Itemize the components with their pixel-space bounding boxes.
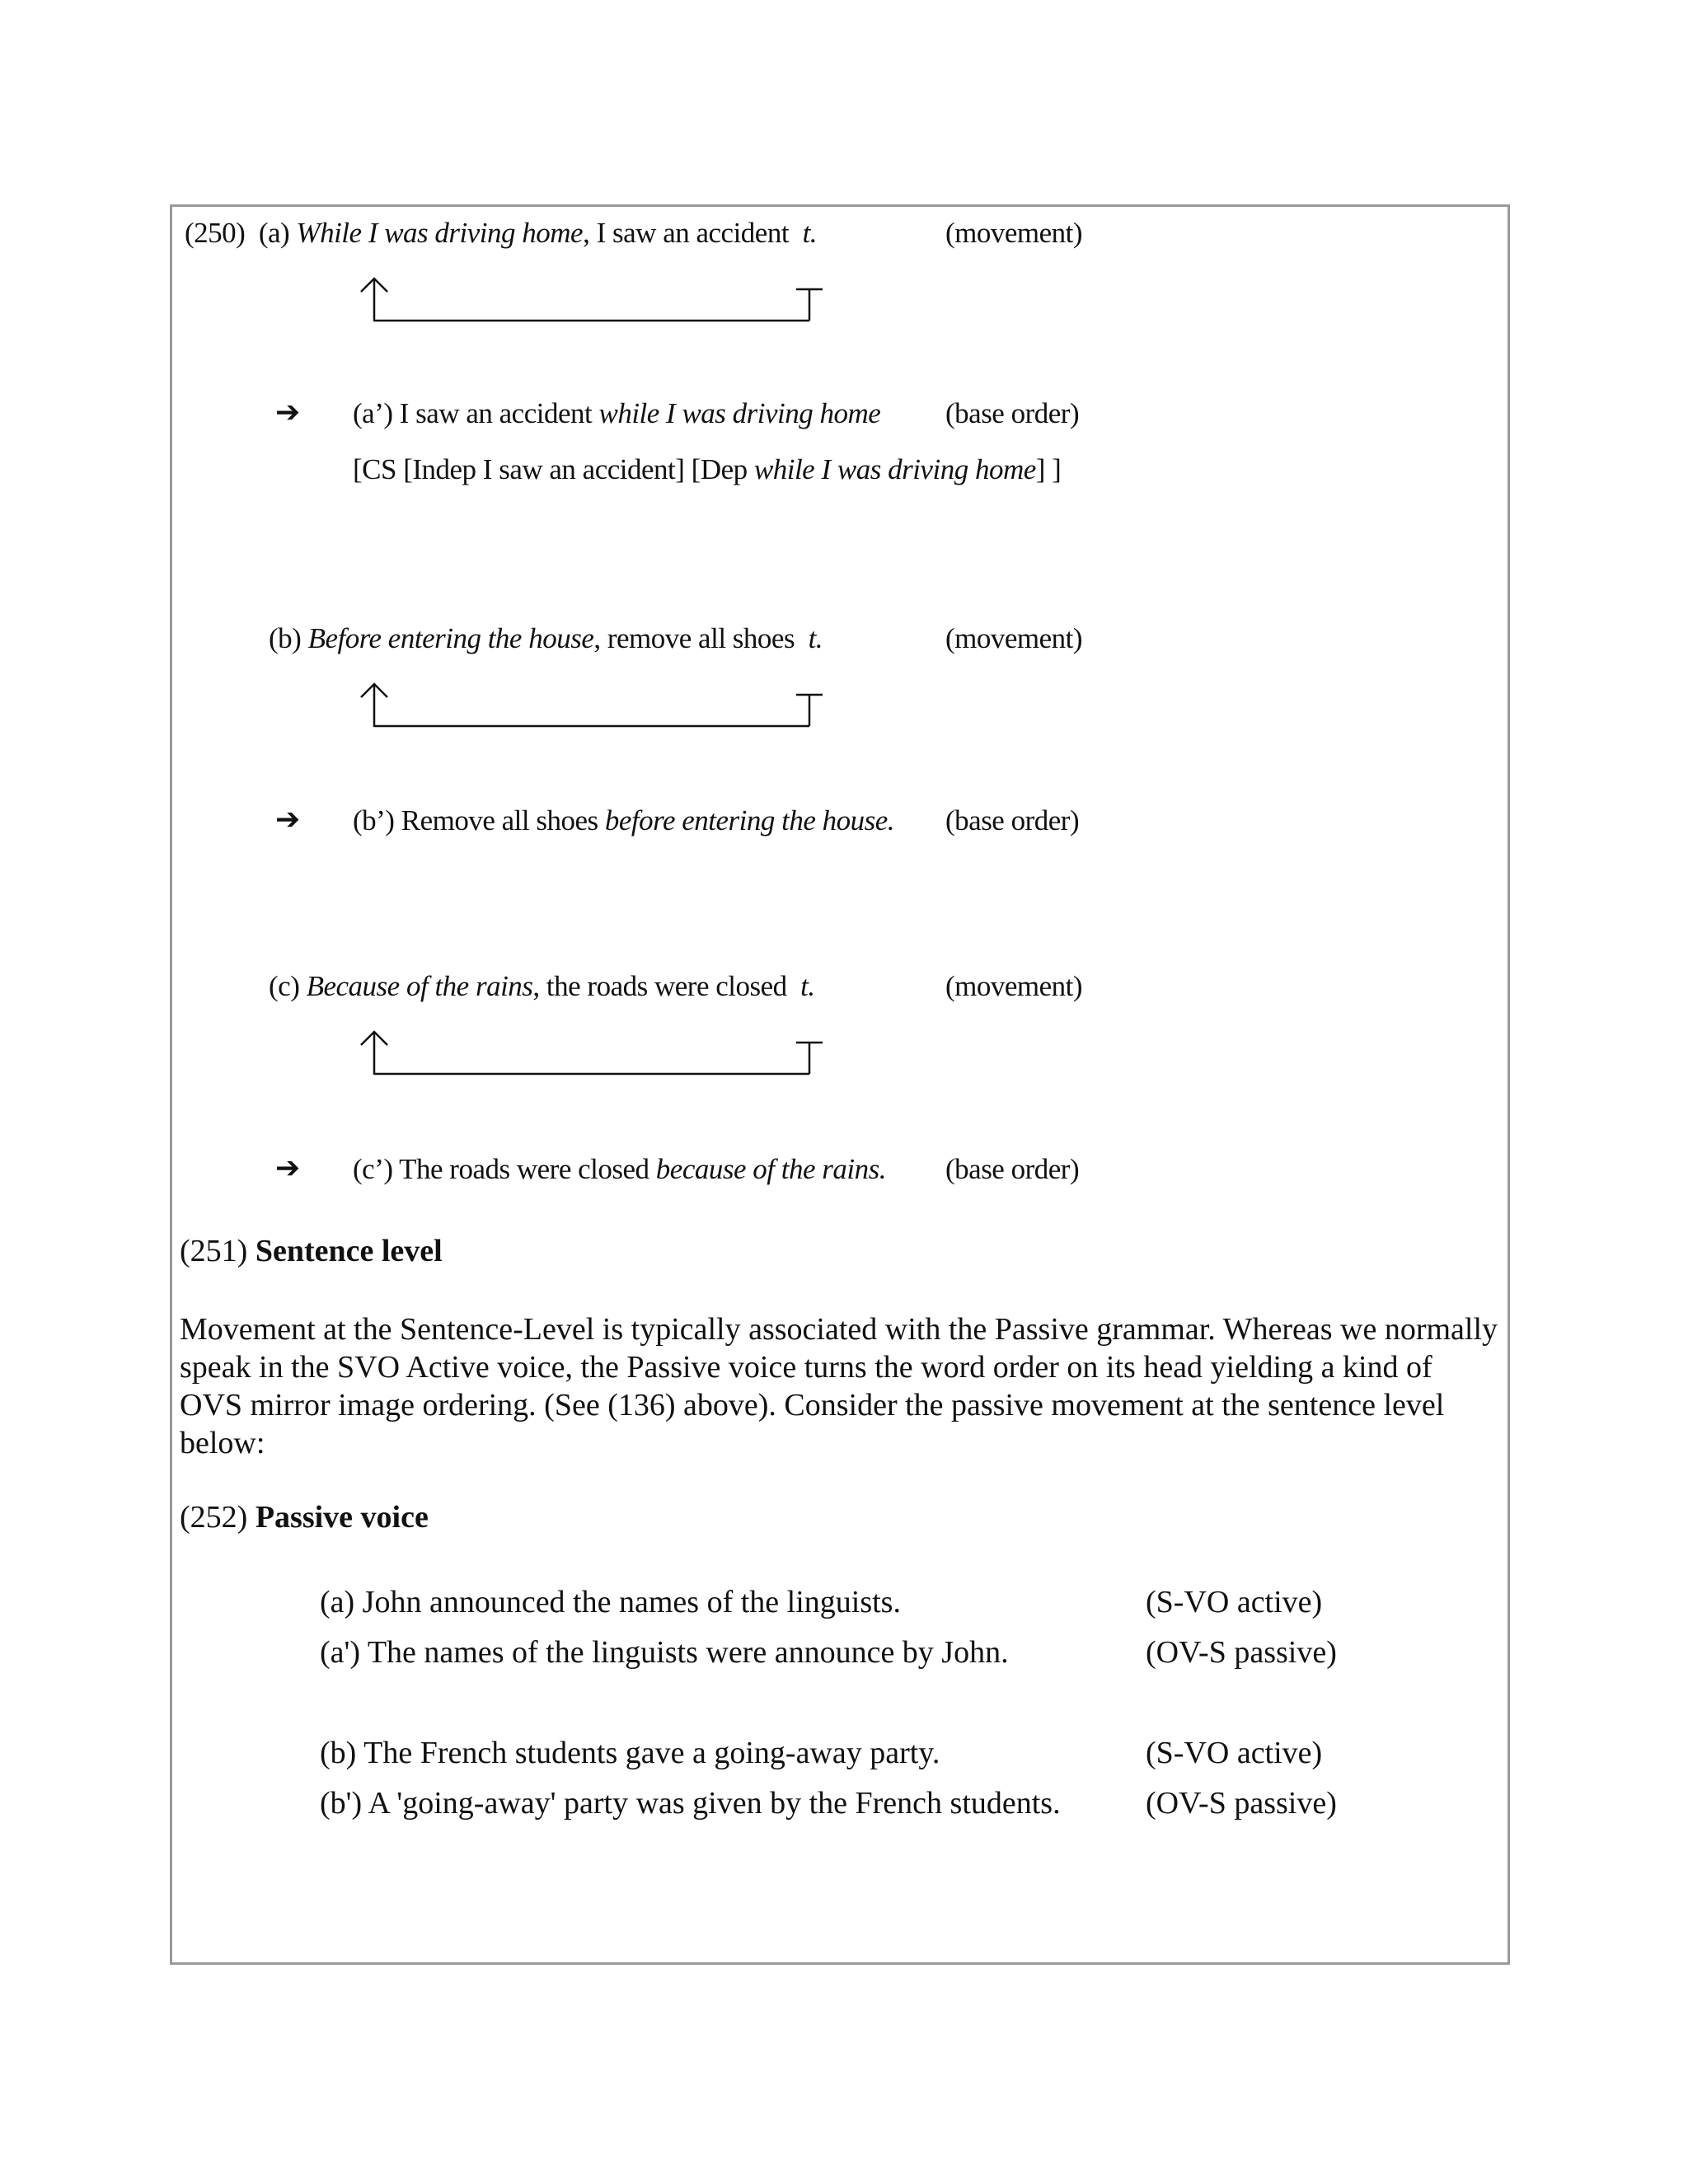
ex252-row-sentence: (b') A 'going-away' party was given by the French students. — [320, 1786, 1061, 1821]
ex250-a2-italic: while I was driving home — [598, 397, 881, 429]
ex250-a2-tag: (base order) — [945, 397, 1080, 429]
ex250-c2-tag: (base order) — [945, 1153, 1080, 1185]
ex250-c-tag: (movement) — [945, 970, 1083, 1002]
ex250-c-trace: t. — [800, 970, 815, 1002]
ex250-b2-label: (b’) — [353, 804, 395, 837]
ex252-row-tag: (S-VO active) — [1146, 1585, 1323, 1619]
ex250-c2 — [353, 1153, 886, 1186]
body-paragraph: Movement at the Sentence-Level is typically associated with the Passive grammar. Whereas we normally speak in the SVO Active voice, the Passive voice turns the word order on its head yielding a kind of OVS mirror image ordering. (See (136) above). Consider the passive movement at the sentence level below: — [180, 1312, 1498, 1460]
ex252-row-sentence: (b) The French students gave a going-away party. — [320, 1736, 940, 1770]
ex250-c-label: (c) — [269, 970, 300, 1002]
ex250-b-italic: Before entering the house — [307, 622, 594, 654]
ex252-title: Passive voice — [255, 1500, 429, 1535]
ex250-a — [185, 217, 817, 250]
ex250-c2-label: (c’) — [353, 1153, 393, 1185]
ex250-a2-bracketing: [CS [Indep I saw an accident] [Dep while I was driving home] ] — [353, 453, 1062, 485]
movement-arrow-b — [353, 677, 831, 732]
ex250-b-rest: , remove all shoes — [593, 622, 795, 654]
ex250-b2-tag: (base order) — [945, 804, 1080, 837]
ex250-a2 — [353, 397, 880, 430]
arrow-right-icon: ➔ — [275, 1151, 301, 1185]
arrow-right-icon: ➔ — [275, 803, 301, 837]
ex251-heading — [180, 1233, 443, 1269]
ex250-c2-plain: The roads were closed — [399, 1153, 649, 1185]
ex252-row-sentence: (a') The names of the linguists were announce by John. — [320, 1635, 1009, 1670]
ex252-row-tag: (OV-S passive) — [1146, 1786, 1337, 1821]
ex251-title: Sentence level — [255, 1234, 443, 1268]
ex250-b-tag: (movement) — [945, 622, 1083, 654]
ex250-c — [269, 970, 815, 1003]
ex250-a-trace: t. — [802, 217, 818, 249]
ex250-a-tag: (movement) — [945, 217, 1083, 249]
ex250-b2 — [353, 804, 894, 837]
ex251-number: (251) — [180, 1234, 248, 1268]
ex252-row-tag: (S-VO active) — [1146, 1736, 1323, 1770]
ex252-number: (252) — [180, 1500, 248, 1535]
ex250-a-italic: While I was driving home — [296, 217, 584, 249]
ex250-number: (250) — [185, 217, 246, 249]
ex250-b2-plain: Remove all shoes — [401, 804, 598, 837]
ex252-heading — [180, 1499, 429, 1535]
ex250-c-italic: Because of the rains — [306, 970, 533, 1002]
ex250-c2-italic: because of the rains. — [655, 1153, 886, 1185]
movement-arrow-c — [353, 1025, 831, 1080]
ex250-a-label: (a) — [258, 217, 290, 249]
ex250-a2-plain: I saw an accident — [399, 397, 593, 429]
ex250-c-rest: , the roads were closed — [532, 970, 787, 1002]
ex250-a-rest: , I saw an accident — [583, 217, 790, 249]
ex250-a2-label: (a’) — [353, 397, 393, 429]
movement-arrow-a — [353, 272, 831, 326]
ex250-b — [269, 622, 823, 655]
ex250-b-label: (b) — [269, 622, 302, 654]
ex250-b-trace: t. — [808, 622, 823, 654]
ex250-b2-italic: before entering the house. — [604, 804, 895, 837]
ex252-row-tag: (OV-S passive) — [1146, 1635, 1337, 1670]
arrow-right-icon: ➔ — [275, 396, 301, 429]
ex252-row-sentence: (a) John announced the names of the linguists. — [320, 1585, 901, 1619]
